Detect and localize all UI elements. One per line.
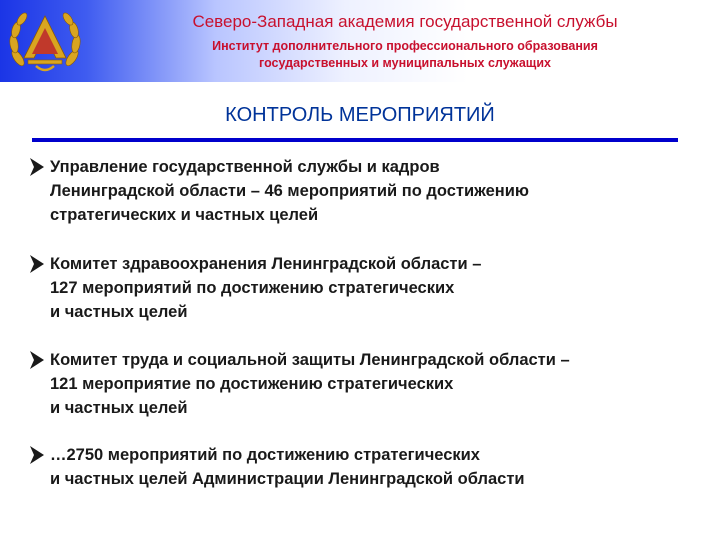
arrow-bullet-icon [28,254,46,274]
list-item-line: и частных целей [50,399,188,417]
list-item-line: Комитет труда и социальной защиты Ленинградской области – [50,351,570,369]
list-item-line: …2750 мероприятий по достижению стратегических [50,446,480,464]
institute-name-line2: государственных и муниципальных служащих [259,56,551,70]
arrow-bullet-icon [28,350,46,370]
list-item-line: Управление государственной службы и кадров [50,158,440,176]
list-item-line: 127 мероприятий по достижению стратегических [50,279,455,297]
academy-name: Северо-Западная академия государственной службы [192,12,618,31]
list-item-line: Комитет здравоохранения Ленинградской области – [50,255,482,273]
list-item-line: Ленинградской области – 46 мероприятий по достижению [50,182,529,200]
header-banner [0,0,720,82]
institute-name-line1: Институт дополнительного профессионального образования [212,39,598,53]
list-item-line: и частных целей Администрации Ленинградской области [50,470,525,488]
list-item-line: 121 мероприятие по достижению стратегических [50,375,454,393]
title-underline [32,138,678,142]
academy-emblem-icon [6,6,84,78]
list-item-line: и частных целей [50,303,188,321]
page-title: КОНТРОЛЬ МЕРОПРИЯТИЙ [225,104,495,126]
list-item-line: стратегических и частных целей [50,206,319,224]
arrow-bullet-icon [28,157,46,177]
arrow-bullet-icon [28,445,46,465]
